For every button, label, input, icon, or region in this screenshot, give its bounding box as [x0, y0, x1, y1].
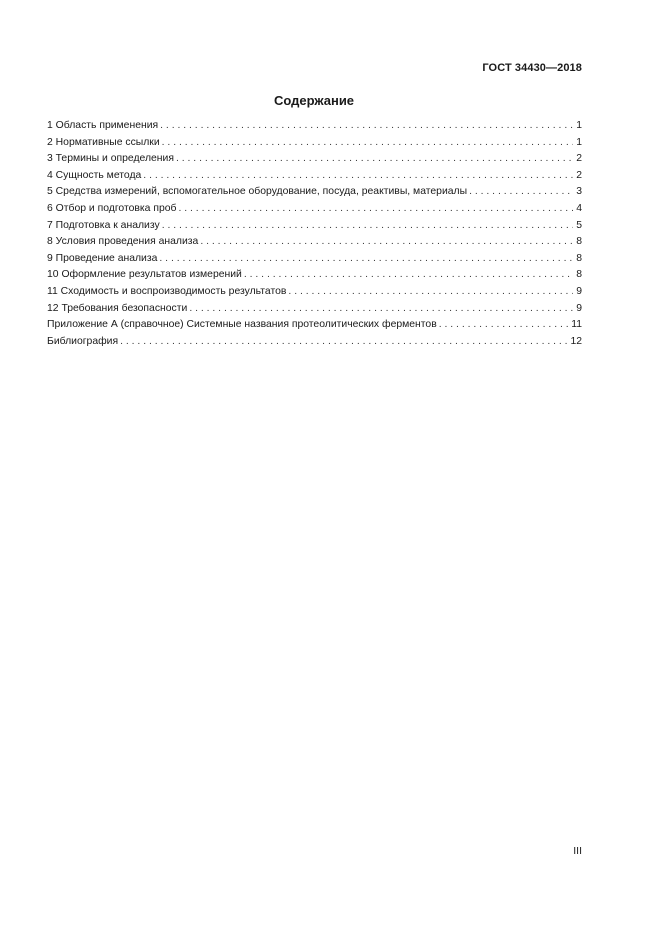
toc-entry-label: 4 Сущность метода: [47, 169, 142, 181]
toc-entry-label: 7 Подготовка к анализу: [47, 219, 160, 231]
toc-entry-label: Приложение А (справочное) Системные названия протеолитических ферментов: [47, 319, 437, 331]
toc-entry-label: Библиография: [47, 335, 119, 347]
toc-entry-page: 4: [576, 202, 582, 214]
toc-entry-label: 10 Оформление результатов измерений: [47, 269, 242, 281]
toc-entry-page: 11: [571, 319, 582, 331]
toc-entry[interactable]: [47, 236, 582, 253]
toc-entry-label: 5 Средства измерений, вспомогательное оборудование, посуда, реактивы, материалы: [47, 186, 468, 198]
toc-entry-page: 9: [576, 302, 582, 314]
toc-entry-label: 8 Условия проведения анализа: [47, 236, 199, 248]
toc-entry-page: 3: [576, 186, 582, 198]
toc-entry-label: 12 Требования безопасности: [47, 302, 188, 314]
toc-dot-leader: [120, 336, 567, 347]
toc-entry-label: 11 Сходимость и воспроизводимость результатов: [47, 285, 287, 297]
toc-entry-label: 9 Проведение анализа: [47, 252, 158, 264]
toc-entry-label: 6 Отбор и подготовка проб: [47, 202, 177, 214]
toc-dot-leader: [288, 286, 573, 297]
toc-entry-page: 5: [576, 219, 582, 231]
toc-entry[interactable]: [47, 220, 582, 237]
toc-entry-page: 2: [576, 153, 582, 165]
toc-entry-page: 1: [576, 120, 582, 131]
toc-dot-leader: [469, 186, 573, 197]
toc-entry[interactable]: [47, 319, 582, 336]
toc-dot-leader: [159, 253, 573, 264]
toc-entry-page: 12: [570, 335, 582, 347]
toc-entry[interactable]: [47, 269, 582, 286]
toc-entry[interactable]: [47, 203, 582, 220]
toc-entry[interactable]: [47, 137, 582, 154]
toc-entry[interactable]: [47, 286, 582, 303]
toc-entry-label: 3 Термины и определения: [47, 153, 174, 165]
toc-entry-page: 8: [576, 269, 582, 281]
toc-entry-page: 9: [576, 285, 582, 297]
toc-entry-label: 2 Нормативные ссылки: [47, 136, 160, 148]
toc-entry[interactable]: [47, 336, 582, 353]
toc-entry-page: 2: [576, 169, 582, 181]
toc-dot-leader: [244, 269, 573, 280]
page-number: III: [573, 845, 582, 857]
toc-dot-leader: [160, 120, 573, 131]
toc-entry[interactable]: [47, 186, 582, 203]
toc-entry[interactable]: [47, 153, 582, 170]
toc-dot-leader: [189, 303, 573, 314]
toc-entry-page: 1: [576, 136, 582, 148]
table-of-contents: [47, 120, 582, 352]
toc-dot-leader: [143, 170, 573, 181]
toc-entry-page: 8: [576, 252, 582, 264]
toc-entry-label: 1 Область применения: [47, 120, 159, 131]
toc-dot-leader: [162, 137, 574, 148]
toc-dot-leader: [178, 203, 573, 214]
toc-entry[interactable]: [47, 253, 582, 270]
toc-dot-leader: [162, 220, 574, 231]
toc-entry[interactable]: [47, 303, 582, 320]
toc-title: Содержание: [273, 93, 355, 108]
toc-entry-page: 8: [576, 236, 582, 248]
toc-dot-leader: [439, 319, 568, 330]
standard-designation: ГОСТ 34430—2018: [482, 62, 582, 74]
toc-dot-leader: [176, 153, 573, 164]
toc-entry[interactable]: [47, 170, 582, 187]
toc-entry[interactable]: [47, 120, 582, 137]
toc-dot-leader: [200, 236, 573, 247]
